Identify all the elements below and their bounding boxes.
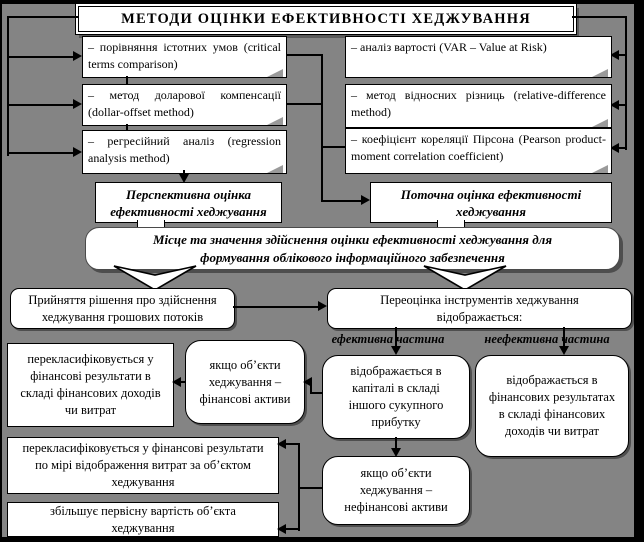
- middle-connector-1: [285, 54, 323, 56]
- left-connector-2: [7, 104, 73, 106]
- effective-part-label: ефективна частина: [331, 332, 445, 346]
- current-evaluation-label: Поточна оцінка ефективності хеджування: [400, 186, 582, 219]
- middle-spine-line: [321, 54, 323, 202]
- decision-to-revaluation-line: [233, 306, 318, 308]
- nonfinancial-elbow-h: [300, 487, 322, 489]
- to-reclass-expense-line: [286, 443, 298, 445]
- folded-corner-icon: [267, 165, 283, 173]
- method-label: – метод відносних різниць (relative-difference method): [351, 88, 606, 119]
- revaluation-box: [327, 288, 632, 329]
- right-connector-2: [619, 104, 627, 106]
- nonfinancial-elbow-v: [298, 443, 300, 531]
- effective-outcome-box: [322, 355, 470, 439]
- arrowhead-right-icon: [73, 147, 82, 157]
- arrowhead-down-icon: [559, 346, 569, 355]
- frame-border-right: [634, 0, 644, 542]
- left-title-connector: [7, 16, 78, 18]
- folded-corner-icon: [592, 69, 608, 77]
- method-box-critical-terms: [82, 36, 287, 78]
- left-box-link-1: [126, 76, 128, 84]
- method-box-pearson: [345, 128, 612, 174]
- reclass-expense-label: перекласифіковується у фінансові результати по мірі відображення витрат за об’єктом хеджування: [22, 441, 264, 489]
- frame-border-top: [0, 0, 644, 4]
- prospective-evaluation-label: Перспективна оцінка ефективності хеджування: [110, 186, 267, 219]
- diagram-title-box: [78, 6, 574, 32]
- arrowhead-right-icon: [318, 301, 327, 311]
- financial-assets-label: якщо об’єкти хеджування – фінансові активи: [199, 357, 291, 406]
- method-box-relative-difference: [345, 84, 612, 128]
- folded-corner-icon: [592, 119, 608, 127]
- left-box-link-2: [126, 124, 128, 130]
- method-label: – коефіцієнт кореляції Пірсона (Pearson product-moment correlation coefficient): [351, 132, 606, 163]
- folded-corner-icon: [267, 117, 283, 125]
- method-label: – порівняння істотних умов (critical terms comparison): [88, 40, 281, 71]
- left-spine-line: [7, 16, 9, 156]
- ineffective-outcome-label: відображається в фінансових результатах в складі фінансових доходів чи витрат: [488, 373, 616, 438]
- method-label: – регресійний аналіз (regression analysis method): [88, 134, 281, 165]
- current-evaluation-box: [370, 182, 612, 223]
- method-box-regression: [82, 130, 287, 174]
- arrowhead-right-icon: [361, 195, 370, 205]
- arrowhead-right-icon: [73, 51, 82, 61]
- folded-corner-icon: [592, 165, 608, 173]
- increase-cost-box: [7, 502, 279, 537]
- reclass-expense-box: [7, 437, 279, 494]
- prospective-evaluation-box: [95, 182, 282, 223]
- right-title-connector: [572, 16, 627, 18]
- method-box-var: [345, 36, 612, 78]
- arrowhead-left-icon: [172, 377, 181, 387]
- to-increase-cost-line: [286, 528, 298, 530]
- banner-box: [85, 227, 620, 270]
- reclass-income-box: [7, 343, 174, 427]
- right-connector-3: [619, 147, 627, 149]
- ineffective-outcome-box: [475, 355, 629, 457]
- nonfinancial-assets-label: якщо об’єкти хеджування – нефінансові активи: [344, 466, 448, 514]
- ineffective-part-label: неефективна частина: [484, 332, 610, 346]
- revaluation-label: Переоцінка інструментів хеджування відображається:: [380, 292, 579, 324]
- middle-connector-3: [323, 146, 345, 148]
- right-connector-1: [619, 54, 627, 56]
- arrowhead-left-icon: [277, 524, 286, 534]
- effective-outcome-label: відображається в капіталі в складі іншого сукупного прибутку: [348, 364, 444, 429]
- banner-text: Місце та значення здійснення оцінки ефективності хеджування для формування облікового інформаційного забезпечення: [152, 231, 553, 265]
- left-connector-1: [7, 56, 73, 58]
- frame-border-left: [0, 0, 2, 542]
- financial-assets-box: [185, 340, 305, 424]
- increase-cost-label: збільшує первісну вартість об’єкта хеджування: [50, 503, 236, 535]
- right-spine-line: [625, 16, 627, 150]
- method-label: – аналіз вартості (VAR – Value at Risk): [351, 40, 547, 54]
- reclass-income-label: перекласифіковується у фінансові результати в складі фінансових доходів чи витрат: [20, 352, 161, 417]
- decision-label: Прийняття рішення про здійснення хеджування грошових потоків: [28, 292, 217, 324]
- assets-to-reclass-line: [181, 381, 185, 383]
- arrowhead-left-icon: [277, 439, 286, 449]
- middle-connector-2: [285, 103, 323, 105]
- left-connector-3: [7, 152, 73, 154]
- method-label: – метод доларової компенсації (dollar-offset method): [88, 88, 281, 119]
- diagram-title: МЕТОДИ ОЦІНКИ ЕФЕКТИВНОСТІ ХЕДЖУВАННЯ: [121, 10, 531, 27]
- decision-box: [10, 288, 235, 329]
- arrowhead-down-icon: [391, 346, 401, 355]
- frame-border-bottom: [0, 537, 644, 542]
- method-box-dollar-offset: [82, 84, 287, 126]
- middle-to-current-connector: [323, 200, 361, 202]
- folded-corner-icon: [267, 69, 283, 77]
- outcome-to-assets-elbow-h: [310, 392, 322, 394]
- nonfinancial-assets-box: [322, 456, 470, 525]
- arrowhead-right-icon: [73, 99, 82, 109]
